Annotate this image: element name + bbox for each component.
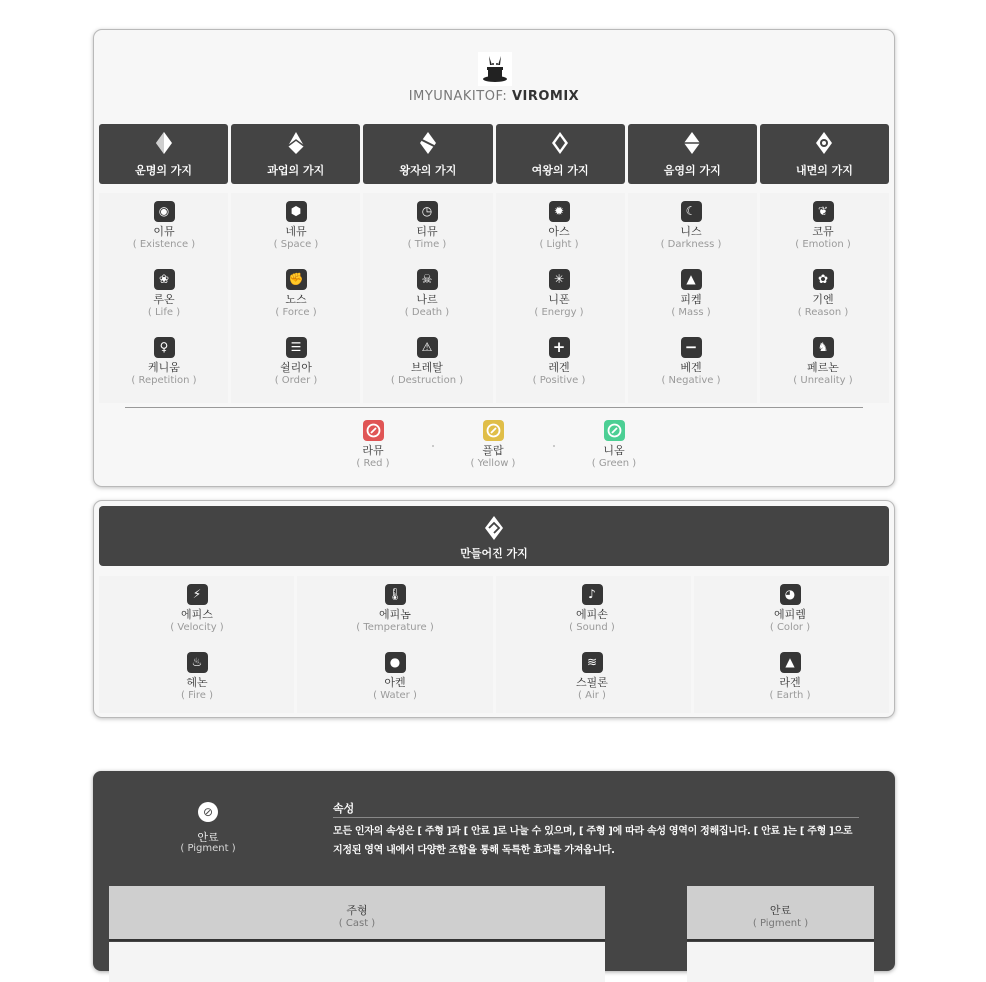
broken-glass-icon: ⚠ [417,337,438,358]
element-name: 피켐 [680,293,702,306]
element-reason[interactable] [758,269,888,319]
attribute-underline [333,817,859,818]
element-repetition[interactable] [99,337,229,387]
element-life[interactable] [99,269,229,319]
element-name: 레겐 [548,361,570,374]
element-mass[interactable] [626,269,756,319]
pigment-table-header [687,886,874,941]
element-earth[interactable] [725,652,855,702]
thermometer-icon: 🌡 [385,584,406,605]
color-yellow[interactable] [428,420,558,470]
element-english: ( Color ) [769,622,811,633]
element-english: ( Velocity ) [170,622,224,633]
branch-title: 내면의 가지 [795,164,853,177]
element-english: ( Water ) [373,690,417,701]
element-name: 니스 [680,225,702,238]
element-english: ( Fire ) [180,690,213,701]
element-name: 티뮤 [416,225,438,238]
brain-icon: ✿ [813,269,834,290]
moon-icon: ☾ [681,201,702,222]
pigment-english-label: ( Pigment ) [752,918,809,929]
element-english: ( Darkness ) [660,239,722,250]
element-name: 페르논 [807,361,839,374]
element-english: ( Earth ) [769,690,811,701]
element-english: ( Force ) [275,307,317,318]
mirror-icon: ♀ [154,337,175,358]
element-darkness[interactable] [626,201,756,251]
minus-icon: − [681,337,702,358]
element-energy[interactable] [494,269,624,319]
green-pigment-icon [604,420,625,441]
heart-apple-icon: ❦ [813,201,834,222]
branch-header-shadow[interactable] [628,124,757,184]
element-name: 브레탈 [411,361,443,374]
element-positive[interactable] [494,337,624,387]
element-name: 네뮤 [285,225,307,238]
element-emotion[interactable] [758,201,888,251]
branch-header-prince[interactable] [363,124,492,184]
element-water[interactable] [330,652,460,702]
list-icon: ☰ [286,337,307,358]
crystal-icon [550,132,570,154]
element-time[interactable] [362,201,492,251]
element-light[interactable] [494,201,624,251]
element-english: ( Reason ) [797,307,849,318]
element-name: 노스 [285,293,307,306]
element-name: 헤논 [186,676,208,689]
sprout-icon: ❀ [154,269,175,290]
color-name: 라뮤 [362,444,384,457]
element-name: 니폰 [548,293,570,306]
element-name: 이뮤 [153,225,175,238]
element-space[interactable] [231,201,361,251]
burst-icon: ✳ [549,269,570,290]
mountain-icon: ▲ [780,652,801,673]
element-existence[interactable] [99,201,229,251]
element-name: 스필론 [576,676,608,689]
element-english: ( Order ) [274,375,318,386]
element-name: 베겐 [680,361,702,374]
crystal-icon [154,132,174,154]
palette-icon: ◕ [780,584,801,605]
branch-title: 왕자의 가지 [399,164,457,177]
crystal-icon [682,132,702,154]
element-sound[interactable] [527,584,657,634]
element-english: ( Emotion ) [795,239,851,250]
element-english: ( Space ) [273,239,319,250]
pigment-name: 안료 [197,831,219,844]
element-color[interactable] [725,584,855,634]
cast-table-header [109,886,605,941]
branch-header-queen[interactable] [496,124,625,184]
element-english: ( Temperature ) [356,622,434,633]
element-temperature[interactable] [330,584,460,634]
pigment-table-body [687,942,874,982]
element-name: 기엔 [812,293,834,306]
pigment-english: ( Pigment ) [180,843,236,854]
unicorn-icon: ♞ [813,337,834,358]
pigment-panel [93,771,895,971]
flame-icon: ♨ [187,652,208,673]
yellow-pigment-icon [483,420,504,441]
element-name: 에피렘 [774,608,806,621]
element-force[interactable] [231,269,361,319]
element-name: 에피손 [576,608,608,621]
element-name: 라겐 [779,676,801,689]
element-death[interactable] [362,269,492,319]
fist-icon: ✊ [286,269,307,290]
element-name: 아켄 [384,676,406,689]
weight-icon: ▲ [681,269,702,290]
branch-header-destiny[interactable] [99,124,228,184]
element-english: ( Existence ) [132,239,196,250]
color-red[interactable] [308,420,438,470]
brand-prefix: IMYUNAKITOF: [408,89,508,104]
crystal-icon [814,132,834,154]
speaker-icon: ♪ [582,584,603,605]
branch-title: 여왕의 가지 [531,164,589,177]
element-english: ( Repetition ) [131,375,197,386]
element-name: 코뮤 [812,225,834,238]
element-name: 나르 [416,293,438,306]
element-english: ( Mass ) [671,307,711,318]
made-branch-header[interactable] [99,506,889,566]
separator-dot [432,445,434,447]
element-english: ( Negative ) [661,375,721,386]
color-english: ( Yellow ) [470,458,516,469]
element-english: ( Life ) [147,307,181,318]
runner-icon: ⚡ [187,584,208,605]
element-name: 쉴리아 [280,361,312,374]
elements-panel [93,29,895,487]
element-english: ( Sound ) [569,622,615,633]
color-english: ( Red ) [356,458,390,469]
color-english: ( Green ) [591,458,637,469]
element-name: 케니움 [148,361,180,374]
element-fire[interactable] [132,652,262,702]
element-english: ( Death ) [404,307,450,318]
crystal-icon [484,516,504,540]
branch-header-row [99,124,889,184]
brand-name: VIROMIX [511,89,580,104]
brand-title [94,89,894,104]
element-destruction[interactable] [362,337,492,387]
color-name: 니옴 [603,444,625,457]
branch-header-task[interactable] [231,124,360,184]
color-name: 플랍 [482,444,504,457]
element-unreality[interactable] [758,337,888,387]
made-branch-panel [93,500,895,718]
clock-icon: ◷ [417,201,438,222]
plus-icon: + [549,337,570,358]
branch-title: 과업의 가지 [267,164,325,177]
attribute-description: 모든 인자의 속성은 [ 주형 ]과 [ 안료 ]로 나눌 수 있으며, [ 주형 ]에 따라 속성 영역이 정해집니다. [ 안료 ]는 [ 주형 ]으로 지정된 영역 내에서 다양한 조합을 통해 독특한 효과를 가져옵니다. [333,826,853,856]
element-name: 에피스 [181,608,213,621]
cast-label: 주형 [346,904,368,917]
element-english: ( Air ) [578,690,606,701]
branch-header-inner[interactable] [760,124,889,184]
element-english: ( Light ) [539,239,579,250]
red-pigment-icon [363,420,384,441]
magic-hat-logo-icon [478,52,512,86]
water-drop-icon: ● [385,652,406,673]
crystal-icon [286,132,306,154]
element-name: 루온 [153,293,175,306]
element-english: ( Unreality ) [793,375,853,386]
element-name: 에피놈 [379,608,411,621]
element-air[interactable] [527,652,657,702]
cube-icon: ⬢ [286,201,307,222]
element-english: ( Energy ) [534,307,584,318]
element-english: ( Positive ) [532,375,586,386]
branch-title: 운명의 가지 [135,164,193,177]
element-english: ( Time ) [407,239,447,250]
color-green[interactable] [549,420,679,470]
element-order[interactable] [231,337,361,387]
eye-icon: ◉ [154,201,175,222]
section-divider [125,407,863,408]
crystal-icon [418,132,438,154]
separator-dot [553,445,555,447]
attribute-title: 속성 [333,802,355,815]
element-negative[interactable] [626,337,756,387]
branch-title: 음영의 가지 [663,164,721,177]
pigment-icon: ⊘ [198,802,218,822]
branch-title: 만들어진 가지 [460,547,528,560]
sun-icon: ✹ [549,201,570,222]
cast-english: ( Cast ) [338,918,376,929]
wind-icon: ≋ [582,652,603,673]
element-velocity[interactable] [132,584,262,634]
element-name: 아스 [548,225,570,238]
cast-table-body [109,942,605,982]
pigment-label: 안료 [769,904,792,917]
element-english: ( Destruction ) [390,375,464,386]
skull-icon: ☠ [417,269,438,290]
